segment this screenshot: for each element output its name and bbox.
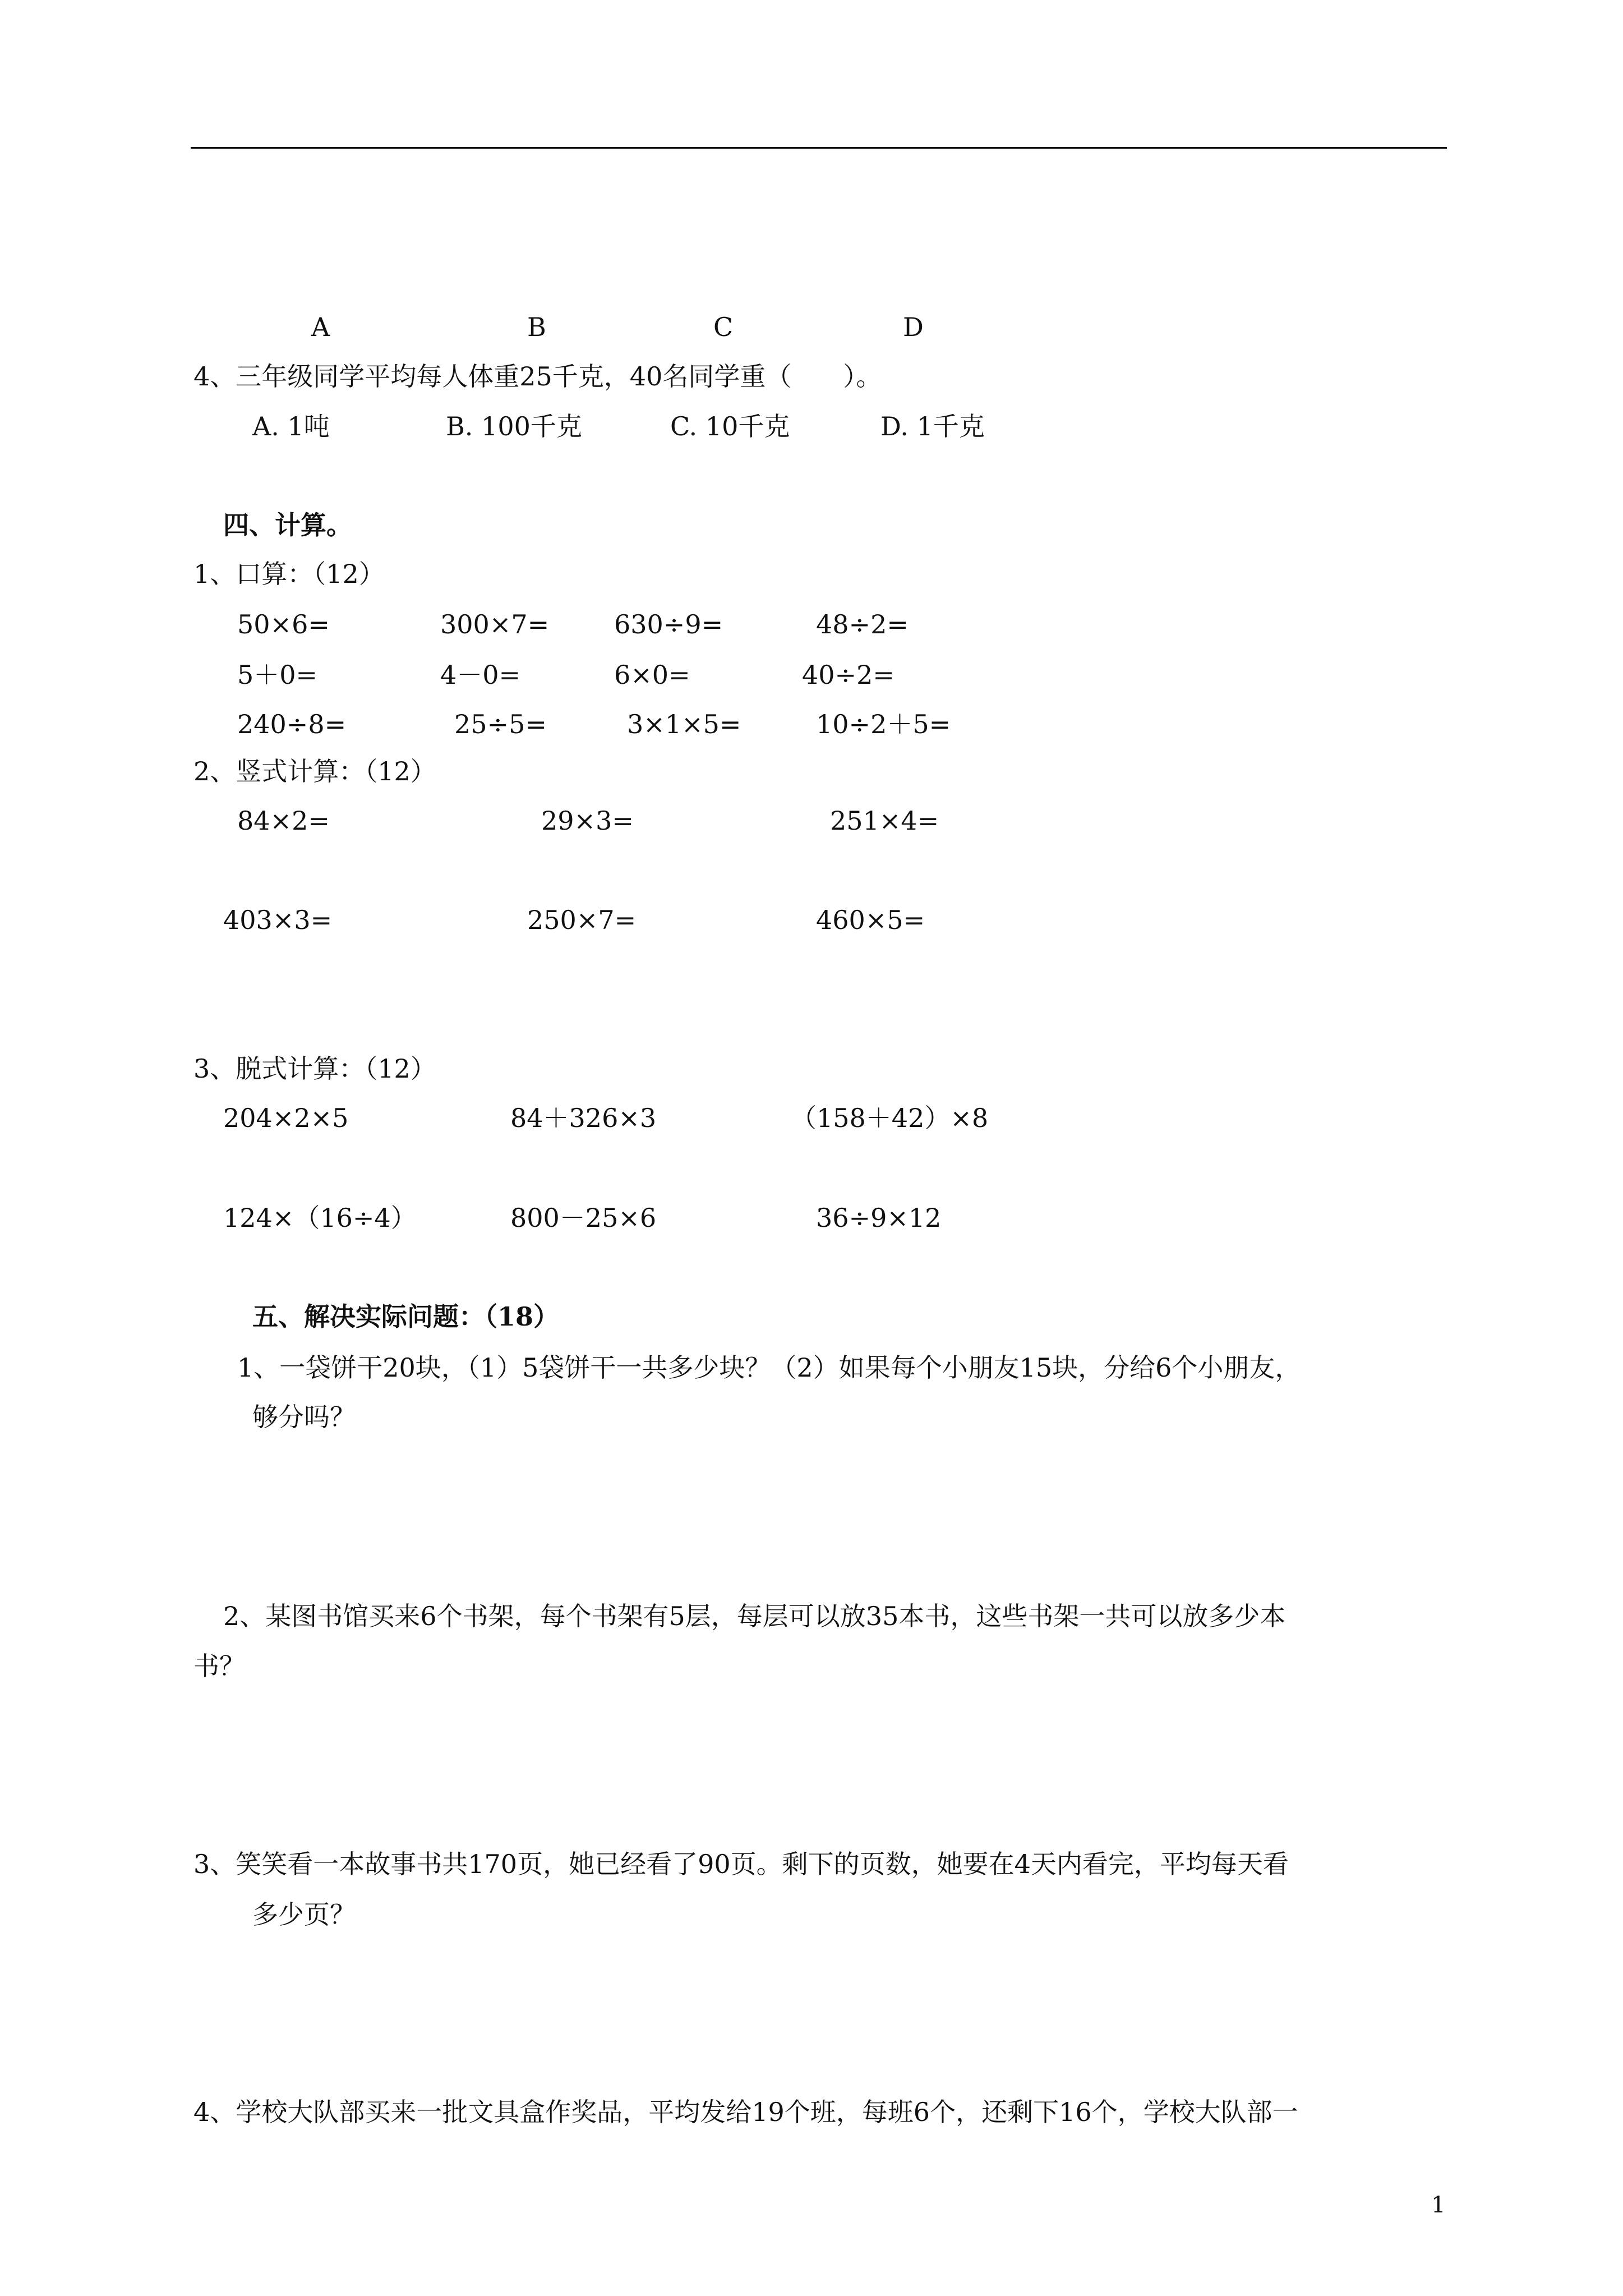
q4-option-a: A. 1吨 [252,411,330,441]
vertical-item: 251×4= [830,806,939,836]
problem2-line2: 书？ [193,1651,245,1681]
q3-option-b-label: B [527,312,546,342]
q3-option-d-label: D [903,312,924,342]
stepwise-item: 204×2×5 [223,1103,349,1133]
problem2-line1: 2、某图书馆买来6个书架，每个书架有5层，每层可以放35本书，这些书架一共可以放多少本 [223,1601,1286,1631]
header-rule [191,147,1447,149]
q4-question: 4、三年级同学平均每人体重25千克，40名同学重（ ）。 [193,361,882,392]
oral-item: 50×6= [237,609,330,639]
oral-calc-label: 1、口算：（12） [193,559,385,589]
oral-item: 10÷2＋5= [816,709,951,739]
oral-item: 630÷9= [614,609,723,639]
vertical-item: 29×3= [541,806,634,836]
oral-item: 40÷2= [802,660,895,690]
q4-option-d: D. 1千克 [880,411,985,441]
stepwise-calc-label: 3、脱式计算：（12） [193,1053,436,1084]
section5-title: 五、解决实际问题：（18） [252,1301,560,1332]
q4-option-b: B. 100千克 [446,411,582,441]
oral-item: 5＋0= [237,660,318,690]
problem3-line1: 3、笑笑看一本故事书共170页，她已经看了90页。剩下的页数，她要在4天内看完，平均每天看 [193,1849,1289,1879]
oral-item: 25÷5= [454,709,547,739]
oral-item: 48÷2= [816,609,909,639]
problem4-line1: 4、学校大队部买来一批文具盒作奖品，平均发给19个班，每班6个，还剩下16个，学校大队部一 [193,2097,1298,2127]
stepwise-item: 800－25×6 [510,1203,657,1233]
vertical-item: 403×3= [223,905,333,935]
oral-item: 6×0= [614,660,690,690]
stepwise-item: （158＋42）×8 [791,1103,989,1133]
stepwise-item: 36÷9×12 [816,1203,942,1233]
vertical-item: 250×7= [527,905,637,935]
vertical-item: 460×5= [816,905,925,935]
q3-option-c-label: C [713,312,734,342]
problem1-line2: 够分吗？ [252,1402,356,1432]
vertical-calc-label: 2、竖式计算：（12） [193,756,436,786]
stepwise-item: 124×（16÷4） [223,1203,417,1233]
page-number: 1 [1431,2192,1446,2218]
section4-title: 四、计算。 [223,510,352,540]
oral-item: 300×7= [440,609,550,639]
vertical-item: 84×2= [237,806,330,836]
q4-option-c: C. 10千克 [670,411,790,441]
q3-option-a-label: A [311,312,330,342]
problem3-line2: 多少页？ [252,1899,356,1930]
oral-item: 240÷8= [237,709,347,739]
problem1-line1: 1、一袋饼干20块，（1）5袋饼干一共多少块？（2）如果每个小朋友15块，分给6个小朋友， [237,1352,1301,1383]
oral-item: 4－0= [440,660,521,690]
stepwise-item: 84＋326×3 [510,1103,657,1133]
oral-item: 3×1×5= [627,709,741,739]
